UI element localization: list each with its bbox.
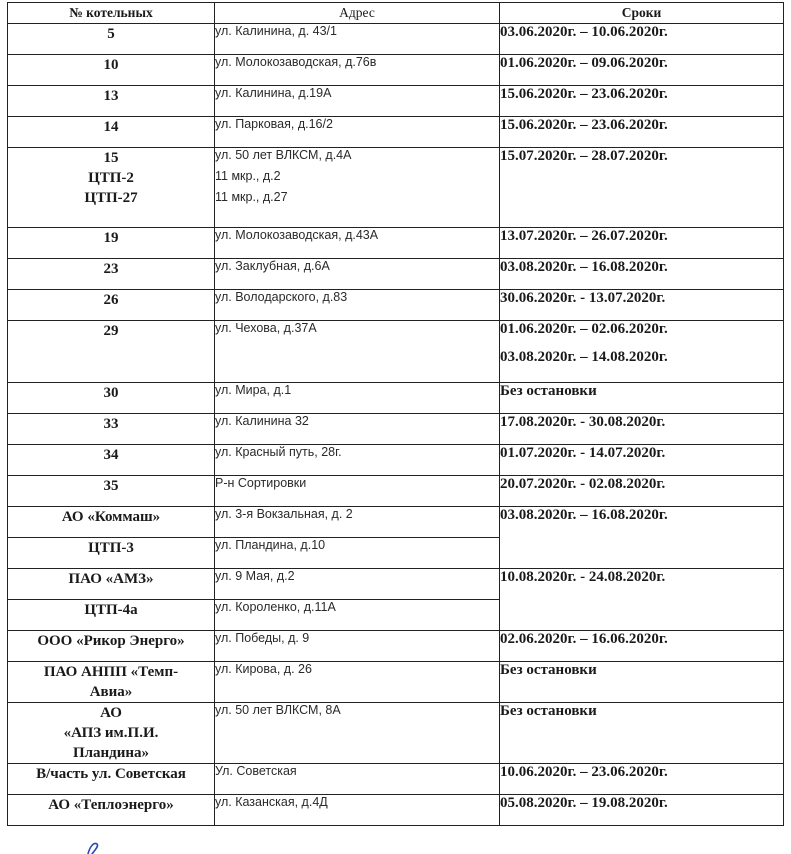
table-row [8, 290, 784, 321]
address-text: 11 мкр., д.27 [215, 190, 288, 204]
address-cell [215, 117, 500, 148]
boiler-number-cell [8, 703, 215, 764]
shutdown-period: 01.06.2020г. – 02.06.2020г. [500, 321, 668, 337]
dates-cell [500, 445, 784, 476]
shutdown-period: 01.07.2020г. - 14.07.2020г. [500, 445, 666, 461]
shutdown-period: Без остановки [500, 703, 597, 719]
dates-cell [500, 228, 784, 259]
boiler-number-cell [8, 662, 215, 703]
signature-mark [84, 840, 104, 854]
address-cell [215, 228, 500, 259]
address-text: ул. 3-я Вокзальная, д. 2 [215, 507, 353, 521]
address-cell [215, 600, 500, 631]
dates-cell [500, 795, 784, 826]
boiler-number: 26 [103, 292, 119, 308]
address-text: ул. 9 Мая, д.2 [215, 569, 295, 583]
boiler-number: ЦТП-4а [84, 602, 138, 618]
address-text: 11 мкр., д.2 [215, 169, 281, 183]
address-text: ул. Володарского, д.83 [215, 290, 348, 304]
address-text: ул. Парковая, д.16/2 [215, 117, 333, 131]
dates-cell [500, 631, 784, 662]
address-text: ул. Мира, д.1 [215, 383, 292, 397]
address-cell [215, 86, 500, 117]
dates-cell [500, 569, 784, 631]
table-row [8, 86, 784, 117]
address-cell [215, 383, 500, 414]
table-row [8, 383, 784, 414]
address-cell [215, 507, 500, 538]
address-text: ул. Заклубная, д.6А [215, 259, 330, 273]
shutdown-period: 03.06.2020г. – 10.06.2020г. [500, 24, 668, 40]
table-row [8, 148, 784, 228]
boiler-number: 10 [103, 57, 119, 73]
address-text: ул. Калинина 32 [215, 414, 309, 428]
address-cell [215, 259, 500, 290]
dates-cell [500, 414, 784, 445]
boiler-number: 30 [103, 385, 119, 401]
table-row [8, 507, 784, 538]
address-cell [215, 662, 500, 703]
boiler-number-cell [8, 764, 215, 795]
table-row [8, 569, 784, 600]
boiler-number-cell [8, 414, 215, 445]
table-row [8, 117, 784, 148]
dates-cell [500, 148, 784, 228]
boiler-number: 29 [103, 323, 119, 339]
shutdown-period: 10.08.2020г. - 24.08.2020г. [500, 569, 666, 585]
address-text: ул. Молокозаводская, д.76в [215, 55, 377, 69]
table-row [8, 631, 784, 662]
address-text: Ул. Советская [215, 764, 297, 778]
shutdown-period: 03.08.2020г. – 14.08.2020г. [500, 349, 668, 365]
header-boiler-number: № котельных [8, 3, 215, 24]
boiler-number: ООО «Рикор Энерго» [37, 633, 185, 649]
dates-cell [500, 507, 784, 569]
boiler-number: ПАО АНПП «Темп- [43, 664, 179, 680]
dates-cell [500, 383, 784, 414]
boiler-number-cell [8, 321, 215, 383]
shutdown-period: 15.07.2020г. – 28.07.2020г. [500, 148, 668, 164]
shutdown-period: 05.08.2020г. – 19.08.2020г. [500, 795, 668, 811]
address-cell [215, 321, 500, 383]
address-cell [215, 24, 500, 55]
dates-cell [500, 703, 784, 764]
boiler-number-cell [8, 507, 215, 538]
boiler-number: ЦТП-27 [84, 190, 138, 206]
boiler-number: 19 [103, 230, 119, 246]
dates-cell [500, 86, 784, 117]
dates-cell [500, 117, 784, 148]
address-text: ул. Победы, д. 9 [215, 631, 310, 645]
address-cell [215, 703, 500, 764]
table-row [8, 445, 784, 476]
address-text: ул. Кирова, д. 26 [215, 662, 312, 676]
shutdown-period: 30.06.2020г. - 13.07.2020г. [500, 290, 666, 306]
boiler-number: 23 [103, 261, 119, 277]
address-cell [215, 795, 500, 826]
table-row [8, 24, 784, 55]
boiler-number: Авиа» [89, 684, 133, 700]
table-row [8, 228, 784, 259]
boiler-number: В/часть ул. Советская [36, 766, 186, 782]
dates-cell [500, 259, 784, 290]
boiler-number-cell [8, 383, 215, 414]
shutdown-period: 15.06.2020г. – 23.06.2020г. [500, 117, 668, 133]
boiler-number-cell [8, 117, 215, 148]
address-cell [215, 445, 500, 476]
address-text: ул. 50 лет ВЛКСМ, 8А [215, 703, 341, 717]
boiler-number: «АПЗ им.П.И. [63, 725, 159, 741]
dates-cell [500, 662, 784, 703]
boiler-number: 35 [103, 478, 119, 494]
address-cell [215, 764, 500, 795]
address-text: ул. Калинина, д. 43/1 [215, 24, 337, 38]
shutdown-period: Без остановки [500, 383, 597, 399]
shutdown-period: 17.08.2020г. - 30.08.2020г. [500, 414, 666, 430]
address-text: ул. Чехова, д.37А [215, 321, 317, 335]
dates-cell [500, 24, 784, 55]
boiler-schedule-table [7, 2, 784, 826]
address-text: ул. Калинина, д.19А [215, 86, 332, 100]
dates-cell [500, 55, 784, 86]
boiler-number: АО «Теплоэнерго» [48, 797, 174, 813]
shutdown-period: 02.06.2020г. – 16.06.2020г. [500, 631, 668, 647]
boiler-number: 14 [103, 119, 119, 135]
address-text: Р-н Сортировки [215, 476, 307, 490]
table-row [8, 662, 784, 703]
boiler-number-cell [8, 86, 215, 117]
table-row [8, 764, 784, 795]
boiler-number: ЦТП-2 [88, 170, 134, 186]
table-row [8, 414, 784, 445]
boiler-number-cell [8, 631, 215, 662]
boiler-number-cell [8, 538, 215, 569]
address-text: ул. 50 лет ВЛКСМ, д.4А [215, 148, 352, 162]
boiler-number: АО [100, 705, 122, 721]
boiler-number-cell [8, 569, 215, 600]
boiler-number-cell [8, 259, 215, 290]
boiler-number-cell [8, 228, 215, 259]
shutdown-period: 20.07.2020г. - 02.08.2020г. [500, 476, 666, 492]
boiler-number: Пландина» [72, 745, 150, 761]
boiler-number: ПАО «АМЗ» [68, 571, 154, 587]
table-row [8, 55, 784, 86]
boiler-number: 34 [103, 447, 119, 463]
table-row [8, 259, 784, 290]
shutdown-period: 03.08.2020г. – 16.08.2020г. [500, 259, 668, 275]
boiler-number-cell [8, 24, 215, 55]
shutdown-period: 01.06.2020г. – 09.06.2020г. [500, 55, 668, 71]
table-row [8, 476, 784, 507]
header-address: Адрес [215, 3, 500, 24]
boiler-number: 13 [103, 88, 119, 104]
boiler-number-cell [8, 55, 215, 86]
boiler-number-cell [8, 148, 215, 228]
boiler-number: 15 [103, 150, 119, 166]
table-body [8, 24, 784, 826]
boiler-number: АО «Коммаш» [61, 509, 161, 525]
boiler-number-cell [8, 795, 215, 826]
address-cell [215, 148, 500, 228]
address-text: ул. Пландина, д.10 [215, 538, 326, 552]
address-cell [215, 538, 500, 569]
address-cell [215, 55, 500, 86]
shutdown-period: 13.07.2020г. – 26.07.2020г. [500, 228, 668, 244]
dates-cell [500, 764, 784, 795]
boiler-number-cell [8, 600, 215, 631]
shutdown-period: Без остановки [500, 662, 597, 678]
boiler-number-cell [8, 290, 215, 321]
address-text: ул. Красный путь, 28г. [215, 445, 342, 459]
shutdown-period: 10.06.2020г. – 23.06.2020г. [500, 764, 668, 780]
boiler-number-cell [8, 445, 215, 476]
address-cell [215, 631, 500, 662]
address-text: ул. Молокозаводская, д.43А [215, 228, 379, 242]
table-row [8, 321, 784, 383]
boiler-number: 33 [103, 416, 119, 432]
address-cell [215, 569, 500, 600]
address-cell [215, 290, 500, 321]
shutdown-period: 15.06.2020г. – 23.06.2020г. [500, 86, 668, 102]
table-row [8, 795, 784, 826]
boiler-number: ЦТП-3 [88, 540, 134, 556]
header-dates: Сроки [500, 3, 784, 24]
dates-cell [500, 476, 784, 507]
address-cell [215, 414, 500, 445]
dates-cell [500, 321, 784, 383]
boiler-number-cell [8, 476, 215, 507]
table-header-row [8, 3, 784, 24]
shutdown-period: 03.08.2020г. – 16.08.2020г. [500, 507, 668, 523]
dates-cell [500, 290, 784, 321]
address-text: ул. Казанская, д.4Д [215, 795, 328, 809]
table-row [8, 703, 784, 764]
boiler-number: 5 [107, 26, 115, 42]
address-cell [215, 476, 500, 507]
address-text: ул. Короленко, д.11А [215, 600, 336, 614]
